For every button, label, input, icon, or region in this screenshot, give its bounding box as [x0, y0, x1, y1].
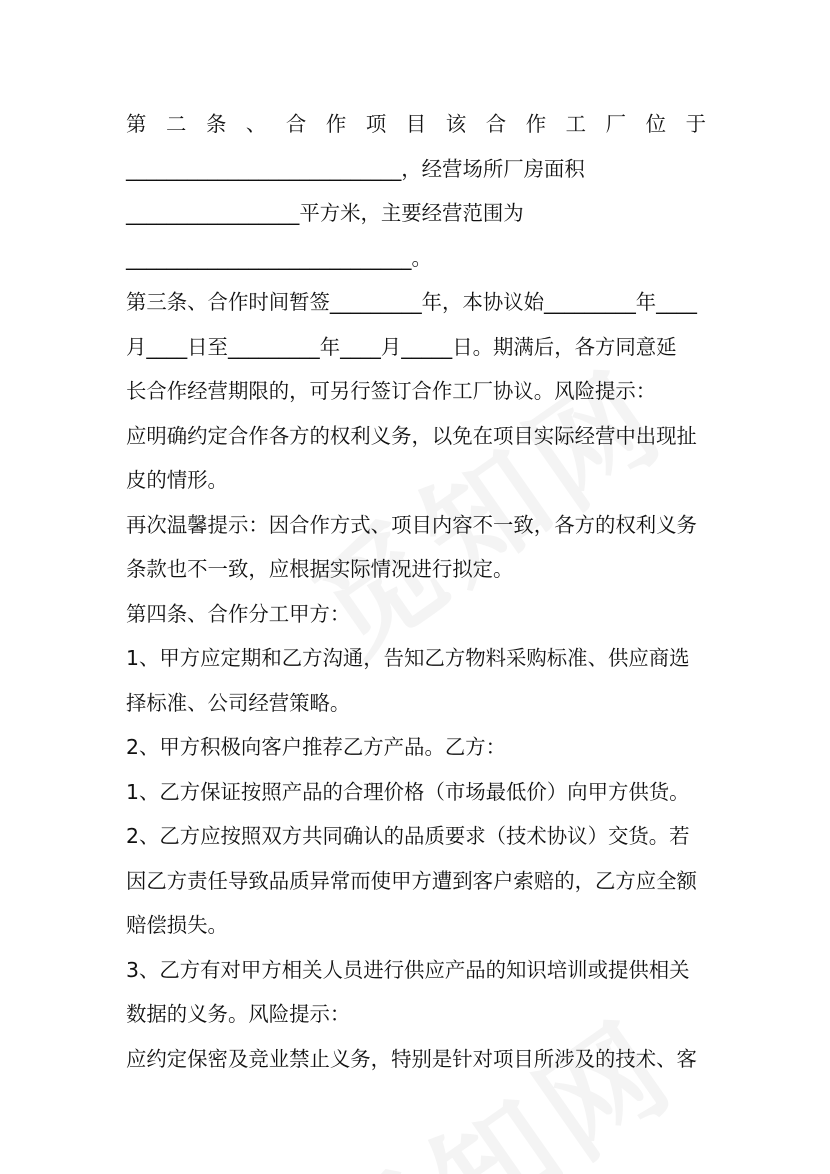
article-3-line-1: 第三条、合作时间暂签_________年，本协议始_________年____ — [126, 290, 697, 314]
justified-char: 项 — [365, 112, 387, 136]
justified-char: 二 — [165, 112, 187, 136]
justified-char: 位 — [645, 112, 666, 136]
party-a-item-1-line-2: 择标准、公司经营策略。 — [126, 690, 351, 715]
party-b-item-1: 1、乙方保证按照产品的合理价格（市场最低价）向甲方供货。 — [126, 779, 690, 804]
article-3-line-2: 月____日至_________年____月_____日。期满后，各方同意延 — [126, 334, 677, 359]
justified-char: 于 — [685, 112, 706, 136]
party-b-item-2-line-1: 2、乙方应按照双方共同确认的品质要求（技术协议）交货。若 — [126, 824, 690, 848]
justified-char: 作 — [525, 112, 547, 136]
contract-body — [126, 102, 706, 1081]
risk-note-line-1: 应明确约定合作各方的权利义务，以免在项目实际经营中出现扯 — [126, 423, 697, 448]
justified-char: 合 — [285, 112, 307, 136]
party-b-item-3-line-2: 数据的义务。风险提示： — [126, 1002, 351, 1026]
article-3-line-3: 长合作经营期限的，可另行签订合作工厂协议。风险提示： — [126, 379, 657, 403]
party-b-item-2-line-2: 因乙方责任导致品质异常而使甲方遭到客户索赔的，乙方应全额 — [126, 868, 697, 893]
article-2-line-2: ___________________________，经营场所厂房面积 — [126, 156, 585, 181]
justified-char: 目 — [405, 112, 427, 136]
party-b-item-2-line-3: 赔偿损失。 — [126, 913, 228, 937]
justified-char: 合 — [485, 112, 507, 136]
justified-char: 厂 — [605, 112, 627, 136]
justified-char: 条 — [205, 112, 227, 136]
confidentiality-note-line-1: 应约定保密及竞业禁止义务，特别是针对项目所涉及的技术、客 — [126, 1046, 697, 1071]
article-4-heading: 第四条、合作分工甲方： — [126, 601, 351, 626]
risk-note-line-2: 皮的情形。 — [126, 468, 228, 492]
article-2-line-1 — [126, 102, 706, 147]
reminder-line-2: 条款也不一致，应根据实际情况进行拟定。 — [126, 557, 514, 581]
justified-char: 第 — [126, 112, 147, 136]
article-2-line-4: ____________________________。 — [126, 245, 432, 270]
justified-char: 该 — [445, 112, 467, 136]
party-b-item-3-line-1: 3、乙方有对甲方相关人员进行供应产品的知识培训或提供相关 — [126, 957, 690, 982]
article-2-line-3: _________________平方米，主要经营范围为 — [126, 201, 524, 225]
party-a-item-2: 2、甲方积极向客户推荐乙方产品。乙方： — [126, 735, 507, 759]
reminder-line-1: 再次温馨提示：因合作方式、项目内容不一致，各方的权利义务 — [126, 512, 697, 537]
justified-char: 、 — [245, 112, 267, 136]
justified-char: 作 — [325, 112, 347, 136]
party-a-item-1-line-1: 1、甲方应定期和乙方沟通，告知乙方物料采购标准、供应商选 — [126, 646, 690, 670]
justified-char: 工 — [565, 112, 587, 136]
